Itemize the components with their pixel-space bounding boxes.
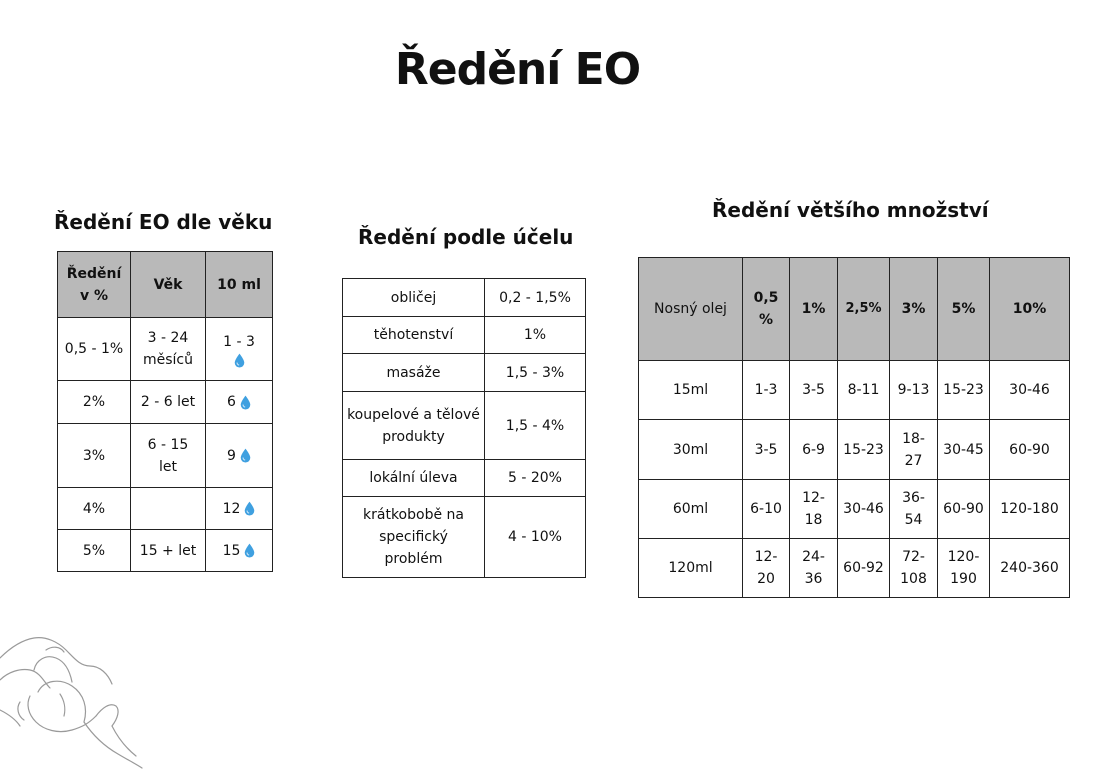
volume-header: 1% bbox=[790, 258, 838, 361]
volume-header: 3% bbox=[890, 258, 938, 361]
volume-cell: 60ml bbox=[639, 480, 743, 539]
volume-cell: 36-54 bbox=[890, 480, 938, 539]
purpose-value: 5 - 20% bbox=[485, 460, 586, 497]
age-cell: 0,5 - 1% bbox=[58, 318, 131, 381]
purpose-table-title: Ředění podle účelu bbox=[358, 225, 574, 249]
age-table-title: Ředění EO dle věku bbox=[54, 210, 273, 234]
age-cell bbox=[131, 488, 206, 530]
table-row bbox=[639, 361, 1070, 420]
drops-count: 9 bbox=[227, 447, 236, 464]
volume-cell: 3-5 bbox=[790, 361, 838, 420]
purpose-value: 4 - 10% bbox=[485, 497, 586, 578]
age-cell: 4% bbox=[58, 488, 131, 530]
table-row bbox=[639, 420, 1070, 480]
age-cell: 15 + let bbox=[131, 530, 206, 572]
purpose-cell: koupelové a tělové produkty bbox=[343, 392, 485, 460]
volume-header: 0,5 % bbox=[743, 258, 790, 361]
table-row bbox=[58, 318, 273, 381]
volume-table-header-row bbox=[639, 258, 1070, 361]
age-cell-drops bbox=[206, 424, 273, 488]
purpose-cell: masáže bbox=[343, 354, 485, 392]
age-table bbox=[57, 251, 273, 572]
volume-cell: 240-360 bbox=[990, 539, 1070, 598]
volume-cell: 30-46 bbox=[838, 480, 890, 539]
volume-cell: 72-108 bbox=[890, 539, 938, 598]
table-row bbox=[343, 392, 586, 460]
volume-cell: 30ml bbox=[639, 420, 743, 480]
page-title: Ředění EO bbox=[394, 44, 641, 95]
drops-count: 15 bbox=[222, 542, 241, 559]
purpose-value: 1,5 - 3% bbox=[485, 354, 586, 392]
age-cell: 5% bbox=[58, 530, 131, 572]
water-drop-icon bbox=[244, 543, 255, 558]
table-row bbox=[639, 539, 1070, 598]
age-cell-drops bbox=[206, 318, 273, 381]
purpose-cell: těhotenství bbox=[343, 317, 485, 354]
table-row bbox=[343, 460, 586, 497]
table-row bbox=[58, 424, 273, 488]
volume-cell: 15-23 bbox=[938, 361, 990, 420]
volume-cell: 60-90 bbox=[938, 480, 990, 539]
drops-count: 1 - 3 bbox=[223, 333, 255, 350]
age-cell-drops bbox=[206, 381, 273, 424]
volume-header: Nosný olej bbox=[639, 258, 743, 361]
volume-header: 2,5% bbox=[838, 258, 890, 361]
age-header-dilution: Ředění v % bbox=[58, 252, 131, 318]
table-row bbox=[58, 381, 273, 424]
age-cell: 3 - 24 měsíců bbox=[131, 318, 206, 381]
table-row bbox=[343, 279, 586, 317]
purpose-cell: krátkobobě na specifický problém bbox=[343, 497, 485, 578]
volume-cell: 30-46 bbox=[990, 361, 1070, 420]
volume-cell: 12-18 bbox=[790, 480, 838, 539]
purpose-value: 1% bbox=[485, 317, 586, 354]
volume-header: 5% bbox=[938, 258, 990, 361]
water-drop-icon bbox=[234, 353, 245, 368]
purpose-value: 0,2 - 1,5% bbox=[485, 279, 586, 317]
volume-cell: 6-9 bbox=[790, 420, 838, 480]
heart-hands-icon bbox=[0, 630, 150, 769]
volume-cell: 1-3 bbox=[743, 361, 790, 420]
volume-header: 10% bbox=[990, 258, 1070, 361]
age-header-10ml: 10 ml bbox=[206, 252, 273, 318]
volume-table bbox=[638, 257, 1070, 598]
purpose-cell: lokální úleva bbox=[343, 460, 485, 497]
purpose-value: 1,5 - 4% bbox=[485, 392, 586, 460]
volume-cell: 30-45 bbox=[938, 420, 990, 480]
volume-cell: 24-36 bbox=[790, 539, 838, 598]
volume-cell: 9-13 bbox=[890, 361, 938, 420]
table-row bbox=[343, 317, 586, 354]
age-table-header-row bbox=[58, 252, 273, 318]
volume-cell: 15-23 bbox=[838, 420, 890, 480]
table-row bbox=[343, 354, 586, 392]
age-header-age: Věk bbox=[131, 252, 206, 318]
volume-cell: 120-180 bbox=[990, 480, 1070, 539]
purpose-table bbox=[342, 278, 586, 578]
volume-cell: 15ml bbox=[639, 361, 743, 420]
age-cell: 6 - 15 let bbox=[131, 424, 206, 488]
age-cell: 2 - 6 let bbox=[131, 381, 206, 424]
volume-table-title: Ředění většího množství bbox=[712, 198, 989, 222]
volume-cell: 60-90 bbox=[990, 420, 1070, 480]
purpose-cell: obličej bbox=[343, 279, 485, 317]
volume-cell: 8-11 bbox=[838, 361, 890, 420]
water-drop-icon bbox=[240, 448, 251, 463]
age-cell-drops bbox=[206, 530, 273, 572]
drops-count: 6 bbox=[227, 394, 236, 410]
volume-cell: 120-190 bbox=[938, 539, 990, 598]
water-drop-icon bbox=[244, 501, 255, 516]
water-drop-icon bbox=[240, 395, 251, 410]
table-row bbox=[58, 488, 273, 530]
age-cell: 2% bbox=[58, 381, 131, 424]
volume-cell: 60-92 bbox=[838, 539, 890, 598]
table-row bbox=[58, 530, 273, 572]
table-row bbox=[639, 480, 1070, 539]
drops-count: 12 bbox=[222, 500, 241, 517]
age-cell: 3% bbox=[58, 424, 131, 488]
age-cell-drops bbox=[206, 488, 273, 530]
volume-cell: 12-20 bbox=[743, 539, 790, 598]
volume-cell: 18-27 bbox=[890, 420, 938, 480]
volume-cell: 120ml bbox=[639, 539, 743, 598]
volume-cell: 6-10 bbox=[743, 480, 790, 539]
table-row bbox=[343, 497, 586, 578]
volume-cell: 3-5 bbox=[743, 420, 790, 480]
